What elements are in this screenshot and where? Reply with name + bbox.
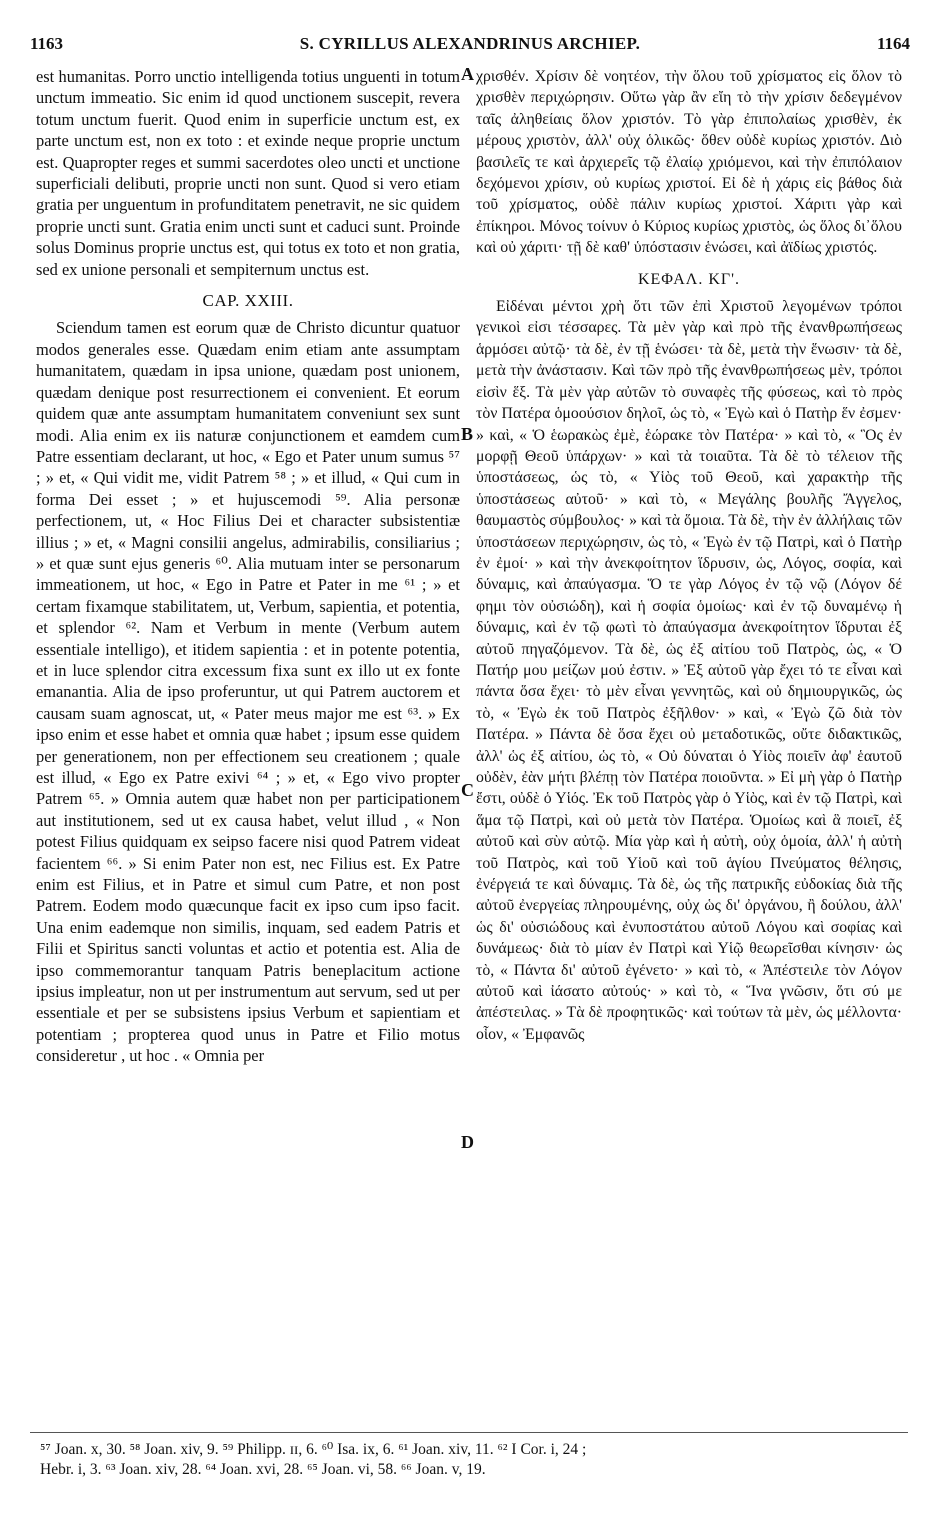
- greek-paragraph-2: Εἰδέναι μέντοι χρὴ ὅτι τῶν ἐπὶ Χριστοῦ λεγομένων τρόποι γενικοὶ εἰσι τέσσαρες. Τὰ μὲν γὰρ καὶ πρὸ τῆς ἐνανθρωπήσεως ἁρμόσει αὐτῷ· τὰ δὲ, ἐν τῇ ἑνώσει· τὰ δὲ, μετὰ τὴν ἕνωσιν· τὰ δὲ, μετὰ τὴν ἀνάστασιν. Καὶ τῶν πρὸ τῆς ἐνανθρωπήσεως μὲν, τρόποι εἰσὶν ἕξ. Τὰ μὲν γὰρ αὐτῶν τὸ συναφὲς τῆς φύσεως, καὶ τὸ πρὸς τὸν Πατέρα ὁμοούσιον δηλοῖ, ὡς τὸ, « Ἐγὼ καὶ ὁ Πατὴρ ἕν ἐσμεν· » καὶ, « Ὁ ἑωρακὼς ἐμὲ, ἑώρακε τὸν Πατέρα· » καὶ τὸ, « Ὃς ἐν μορφῇ Θεοῦ ὑπάρχων· » καὶ τὰ τοιαῦτα. Τὰ δὲ τὸ τέλειον τῆς ὑποστάσεως, ὡς τὸ, « Υἱὸς τοῦ Θεοῦ, καὶ χαρακτὴρ τῆς ὑποστάσεως αὐτοῦ· » καὶ τὸ, « Μεγάλης βουλῆς Ἄγγελος, θαυμαστὸς σύμβουλος· » καὶ τὰ ὅμοια. Τὰ δὲ, τὴν ἐν ἀλλήλαις τῶν ὑποστάσεων περιχώρησιν, ὡς τὸ, « Ἐγὼ ἐν τῷ Πατρὶ, καὶ ὁ Πατὴρ ἐν ἐμοί· » καὶ τὴν ἀνεκφοίτητον ἵδρυσιν, ὡς, Λόγος, σοφία, καὶ δύναμις, καὶ ἀπαύγασμα. Ὅ τε γὰρ Λόγος ἐν τῷ νῷ (Λόγον δέ φημι τὸν οὐσιώδη), καὶ ἡ σοφία ὁμοίως· καὶ ἐν τῷ δυναμένῳ ἡ δύναμις, καὶ ἐν τῷ φωτὶ τὸ ἀπαύγασμα ἀνεκφοίτητον ἵδρυται ἐξ αὐτοῦ πηγαζόμενον. Τὰ δὲ, ὡς ἐξ αἰτίου τοῦ Πατρὸς, ὡς, « Ὁ Πατήρ μου μείζων μού ἐστιν. » Ἐξ αὐτοῦ γὰρ ἔχει τό τε εἶναι καὶ πάντα ὅσα ἔχει· τὸ μὲν εἶναι γεννητῶς, καὶ οὐ δημιουργικῶς, ὡς τὸ, « Ἐγὼ ἐκ τοῦ Πατρὸς ἐξῆλθον· » καὶ, « Ἐγὼ ζῶ διὰ τὸν Πατέρα. » Πάντα δὲ ὅσα ἔχει οὐ μεταδοτικῶς, οὔτε διδακτικῶς, ἀλλ' ὡς ἐξ αἰτίου, ὡς τὸ, « Οὐ δύναται ὁ Υἱὸς ποιεῖν ἀφ' ἑαυτοῦ οὐδὲν, ἐὰν μήτι βλέπῃ τὸν Πατέρα ποιοῦντα. » Εἰ μὴ γὰρ ὁ Πατὴρ ἔστι, οὐδὲ ὁ Υἱός. Ἐκ τοῦ Πατρὸς γὰρ ὁ Υἱὸς, καὶ ἐν τῷ Πατρὶ, καὶ ἅμα τῷ Πατρὶ, καὶ οὐ μετὰ τὸν Πατέρα. Ὁμοίως καὶ ἃ ποιεῖ, ἐξ αὐτοῦ καὶ σὺν αὐτῷ. Μία γὰρ καὶ ἡ αὐτὴ, οὐχ ὁμοία, ἀλλ' ἡ αὐτὴ τοῦ Πατρὸς, καὶ τοῦ Υἱοῦ καὶ τοῦ ἁγίου Πνεύματος θέλησις, ἐνέργειά τε καὶ δύναμις. Τὰ δὲ, ὡς τῆς πατρικῆς εὐδοκίας διὰ τῆς αὐτοῦ ἐνεργείας πληρουμένης, οὐχ ὡς δι' ὀργάνου, ἢ δούλου, ἀλλ' ὡς δι' οὐσιώδους καὶ ἐνυποστάτου αὐτοῦ Λόγου καὶ σοφίας καὶ δυνάμεως· διὰ τὸ μίαν ἐν Πατρὶ καὶ Υἱῷ θεωρεῖσθαι κίνησιν· ὡς τὸ, « Πάντα δι' αὐτοῦ ἐγένετο· » καὶ τὸ, « Ἀπέστειλε τὸν Λόγον αὐτοῦ καὶ ἰάσατο αὐτούς· » καὶ τὸ, « Ἵνα γνῶσιν, ὅτι σύ με ἀπέστειλας. » Τὰ δὲ προφητικῶς· καὶ τούτων τὰ μὲν, ὡς μέλλοντα· οἷον, « Ἐμφανῶς: [476, 298, 902, 1043]
- page-number-right: 1164: [876, 34, 910, 53]
- footnote-line-1: ⁵⁷ Joan. x, 30. ⁵⁸ Joan. xiv, 9. ⁵⁹ Philipp. ɪɪ, 6. ⁶⁰ Isa. ix, 6. ⁶¹ Joan. xiv, 11. ⁶² I Cor. i, 24 ;: [40, 1441, 587, 1458]
- margin-marker-b: B: [461, 424, 474, 444]
- footnotes: [40, 1440, 900, 1480]
- latin-paragraph-2: Sciendum tamen est eorum quæ de Christo dicuntur quatuor modos generales esse. Quædam enim etiam ante assumptam humanitatem, quædam in ipsa unione, quædam post unionem, quædam denique post resurrectionem ei convenient. Et eorum quidem quæ ante assumptam humanitatem conveniunt sex sunt modi. Alia enim ex iis naturæ conjunctionem et eamdem cum Patre essentiam declarant, ut hoc, « Ego et Pater unum sumus ⁵⁷ ; » et, « Qui vidit me, vidit Patrem ⁵⁸ ; » et illud, « Qui cum in forma Dei esset ; » et hujuscemodi ⁵⁹. Alia personæ perfectionem, ut, « Hoc Filius Dei et character subsistentiæ illius ; » et, « Magni consilii angelus, admirabilis, consiliarius ; » et quæ sunt ejus generis ⁶⁰. Alia mutuam inter se personarum immeationem, ut hoc, « Ego in Patre et Pater in me ⁶¹ ; » et certam fixamque stabilitatem, ut, Verbum, sapientia, et potentia, et splendor ⁶². Nam et Verbum in mente (Verbum autem essentiale intelligo), et itidem sapientia : et in potente potentia, et in luce splendor citra excessum fixa sunt ex illo ut ex fonte emanantia. Alia de ipso proferuntur, ut qui Patrem auctorem et causam suam agnoscat, ut, « Pater meus major me est ⁶³. » Ex ipso enim et esse habet et omnia quæ habet ; ipsum esse quidem per generationem, non per effectionem seu creationem ; quale est illud, « Ego ex Patre exivi ⁶⁴ ; » et, « Ego vivo propter Patrem ⁶⁵. » Omnia autem quæ habet non per participationem aut institutionem, sed ut ex causa habet, velut illud , « Non potest Filius quidquam ex seipso facere nisi quod Patrem videat facientem ⁶⁶. » Si enim Pater non est, nec Filius est. Ex Patre enim est Filius, et in Patre et simul cum Patre, et non post Patrem. Eodem modo quæcunque facit ex ipso cum ipso facit. Una enim eademque non similis, inquam, sed eadem Patris et Filii et Spiritus sancti voluntas et actio et potentia est. Alia de ipso commemorantur tanquam Patris beneplacitum actione ipsius impleatur, non ut per instrumentum aut servum, sed ut per essentiale et per se subsistens ipsius Verbum et sapientiam et potentiam ; propterea quod unus in Patre et Filio motus consideretur , ut hoc . « Omnia per: [36, 318, 460, 1066]
- footnote-line-2: Hebr. i, 3. ⁶³ Joan. xiv, 28. ⁶⁴ Joan. xvi, 28. ⁶⁵ Joan. vi, 58. ⁶⁶ Joan. v, 19.: [40, 1461, 486, 1478]
- page-number-left: 1163: [30, 34, 64, 53]
- margin-marker-d: D: [461, 1132, 474, 1152]
- footnote-rule: [30, 1432, 908, 1433]
- margin-marker-c: C: [461, 780, 474, 800]
- greek-chapter-heading: ΚΕΦΑΛ. ΚΓ'.: [637, 270, 741, 288]
- greek-column: [476, 66, 902, 1045]
- latin-chapter-heading: CAP. XXIII.: [202, 291, 294, 311]
- latin-paragraph-1: est humanitas. Porro unctio intelligenda totius unguenti in totum unctum immeatio. Sic enim id quod unctionem suscepit, revera totum unctum fuerit. Quod enim in superficie unctum est, ex parte unctum est, non ex toto : et exinde neque proprie unctum est. Quapropter reges et summi sacerdotes oleo uncti et unctione superficiali delibuti, proprie uncti non sunt. Quod si vero etiam gratia per unguentum in profunditatem penetravit, ne sic quidem proprie uncti sunt. Gratia enim uncti sunt et caduci sunt. Proinde solus Dominus proprie unctus est, qui totus ex toto et non gratia, sed ex unione personali et sempiternum unctus est.: [36, 67, 460, 279]
- running-title: S. CYRILLUS ALEXANDRINUS ARCHIEP.: [299, 34, 641, 53]
- latin-column: [36, 66, 460, 1067]
- greek-paragraph-1: χρισθέν. Χρίσιν δὲ νοητέον, τὴν ὅλου τοῦ χρίσματος εἰς ὅλον τὸ χρισθὲν περιχώρησιν. Οὕτω γὰρ ἂν εἴη τὸ τὴν χρίσιν δεδεγμένον ταῖς ἀληθείαις ὅλον χριστόν. Τὸ γὰρ ἐπιπολαίως χρισθὲν, ἐκ μέρους χριστὸν, ἀλλ' οὐχ ὁλικῶς· ὅθεν οὐδὲ κυρίως χριστόν. Διὸ βασιλεῖς τε καὶ ἀρχιερεῖς τῷ ἐλαίῳ χριόμενοι, καὶ τὴν ἐπιπόλαιον δεχόμενοι χρίσιν, οὐ κυρίως χριστοί. Εἰ δὲ ἡ χάρις εἰς βάθος διὰ τοῦ χρίσματος, οὐδὲ πάλιν κυρίως χριστοί. Χάριτι γὰρ καὶ ἐπίκηροι. Μόνος τοίνυν ὁ Κύριος κυρίως χριστὸς, ὡς ὅλος δι᾽ὅλου καὶ οὐ χάριτι· τῇ δὲ καθ' ὑπόστασιν ἑνώσει, καὶ ἀϊδίως χριστός.: [476, 68, 902, 257]
- margin-marker-a: A: [461, 64, 474, 84]
- page-header: [30, 34, 910, 62]
